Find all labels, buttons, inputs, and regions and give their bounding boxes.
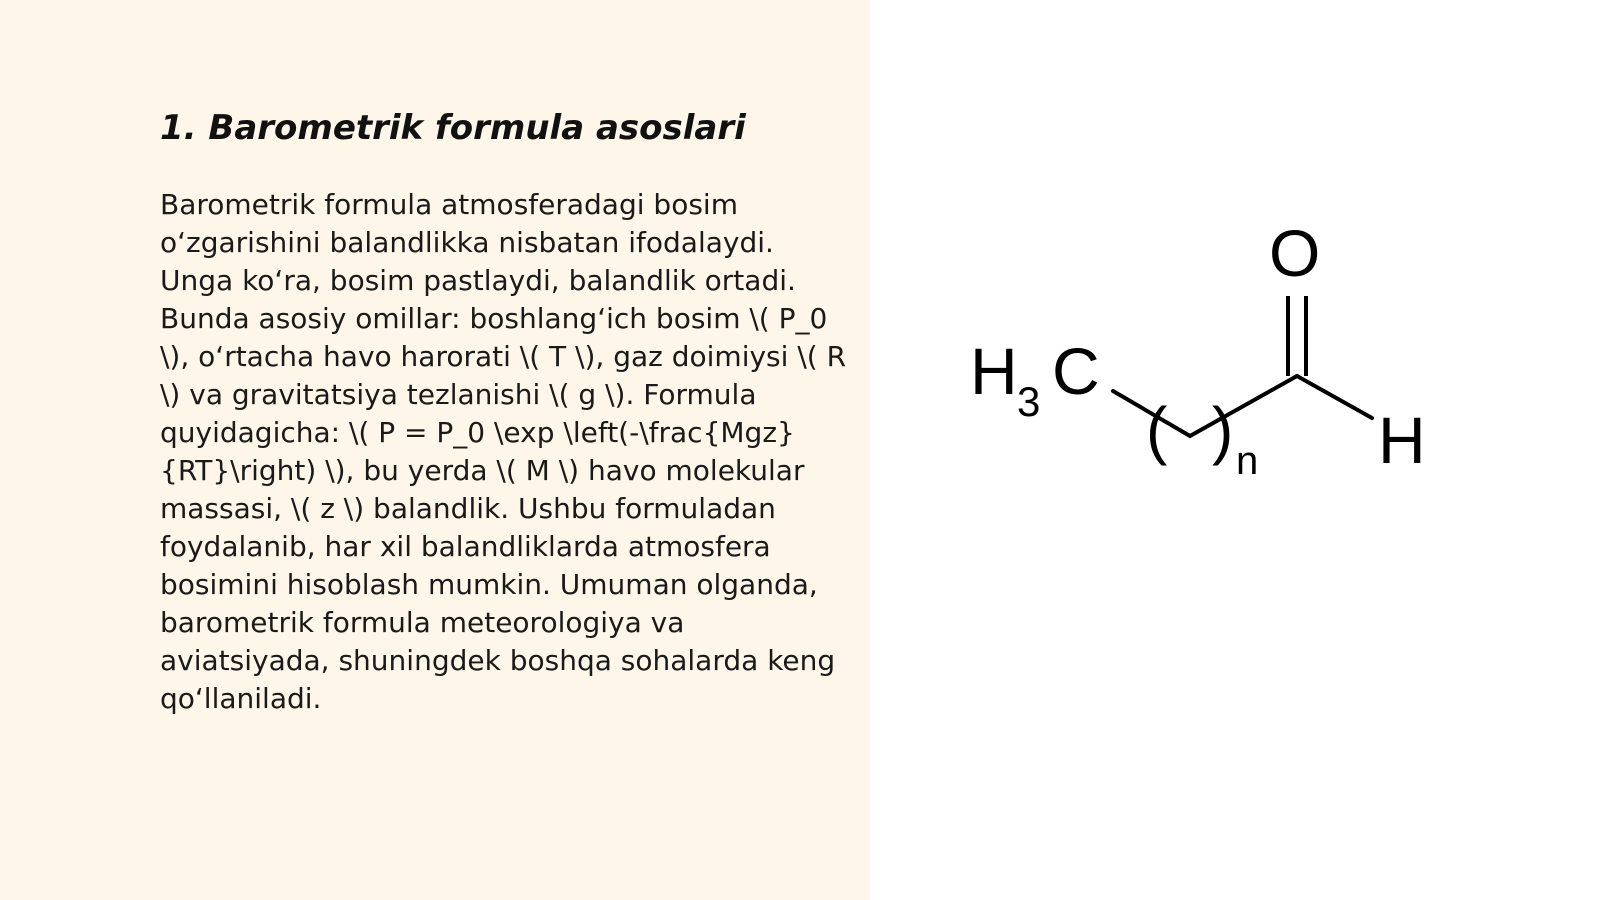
slide-title: 1. Barometrik formula asoslari	[160, 108, 746, 148]
repeat-close-paren: )	[1212, 394, 1234, 466]
aldehyde-h-label: H	[1378, 403, 1426, 477]
repeat-open-paren: (	[1146, 394, 1168, 466]
methyl-c-label: C	[1052, 334, 1100, 408]
methyl-h-label: H	[970, 334, 1018, 408]
oxygen-label: O	[1269, 216, 1321, 290]
repeat-subscript-label: n	[1236, 439, 1259, 483]
aldehyde-structure-diagram	[870, 0, 1600, 900]
slide-body-text: Barometrik formula atmosferadagi bosim o‘zgarishini balandlikka nisbatan ifodalaydi. Unga ko‘ra, bosim pastlaydi, balandlik ortadi. Bunda asosiy omillar: boshlang‘ich bosim \( P_0 \), o‘rtacha havo harorati \( T \), gaz doimiysi \( R \) va gravitatsiya tezlanishi \( g \). Formula quyidagicha: \( P = P_0 \exp \left(-\frac{Mgz}{RT}\right) \), bu yerda \( M \) havo molekular massasi, \( z \) balandlik. Ushbu formuladan foydalanib, har xil balandliklarda atmosfera bosimini hisoblash mumkin. Umuman olganda, barometrik formula meteorologiya va aviatsiyada, shuningdek boshqa sohalarda keng qo‘llaniladi.	[160, 188, 847, 715]
methyl-subscript-label: 3	[1017, 378, 1041, 425]
bond-c-h	[1297, 376, 1372, 418]
bond-ch2-ch2	[1190, 376, 1297, 436]
